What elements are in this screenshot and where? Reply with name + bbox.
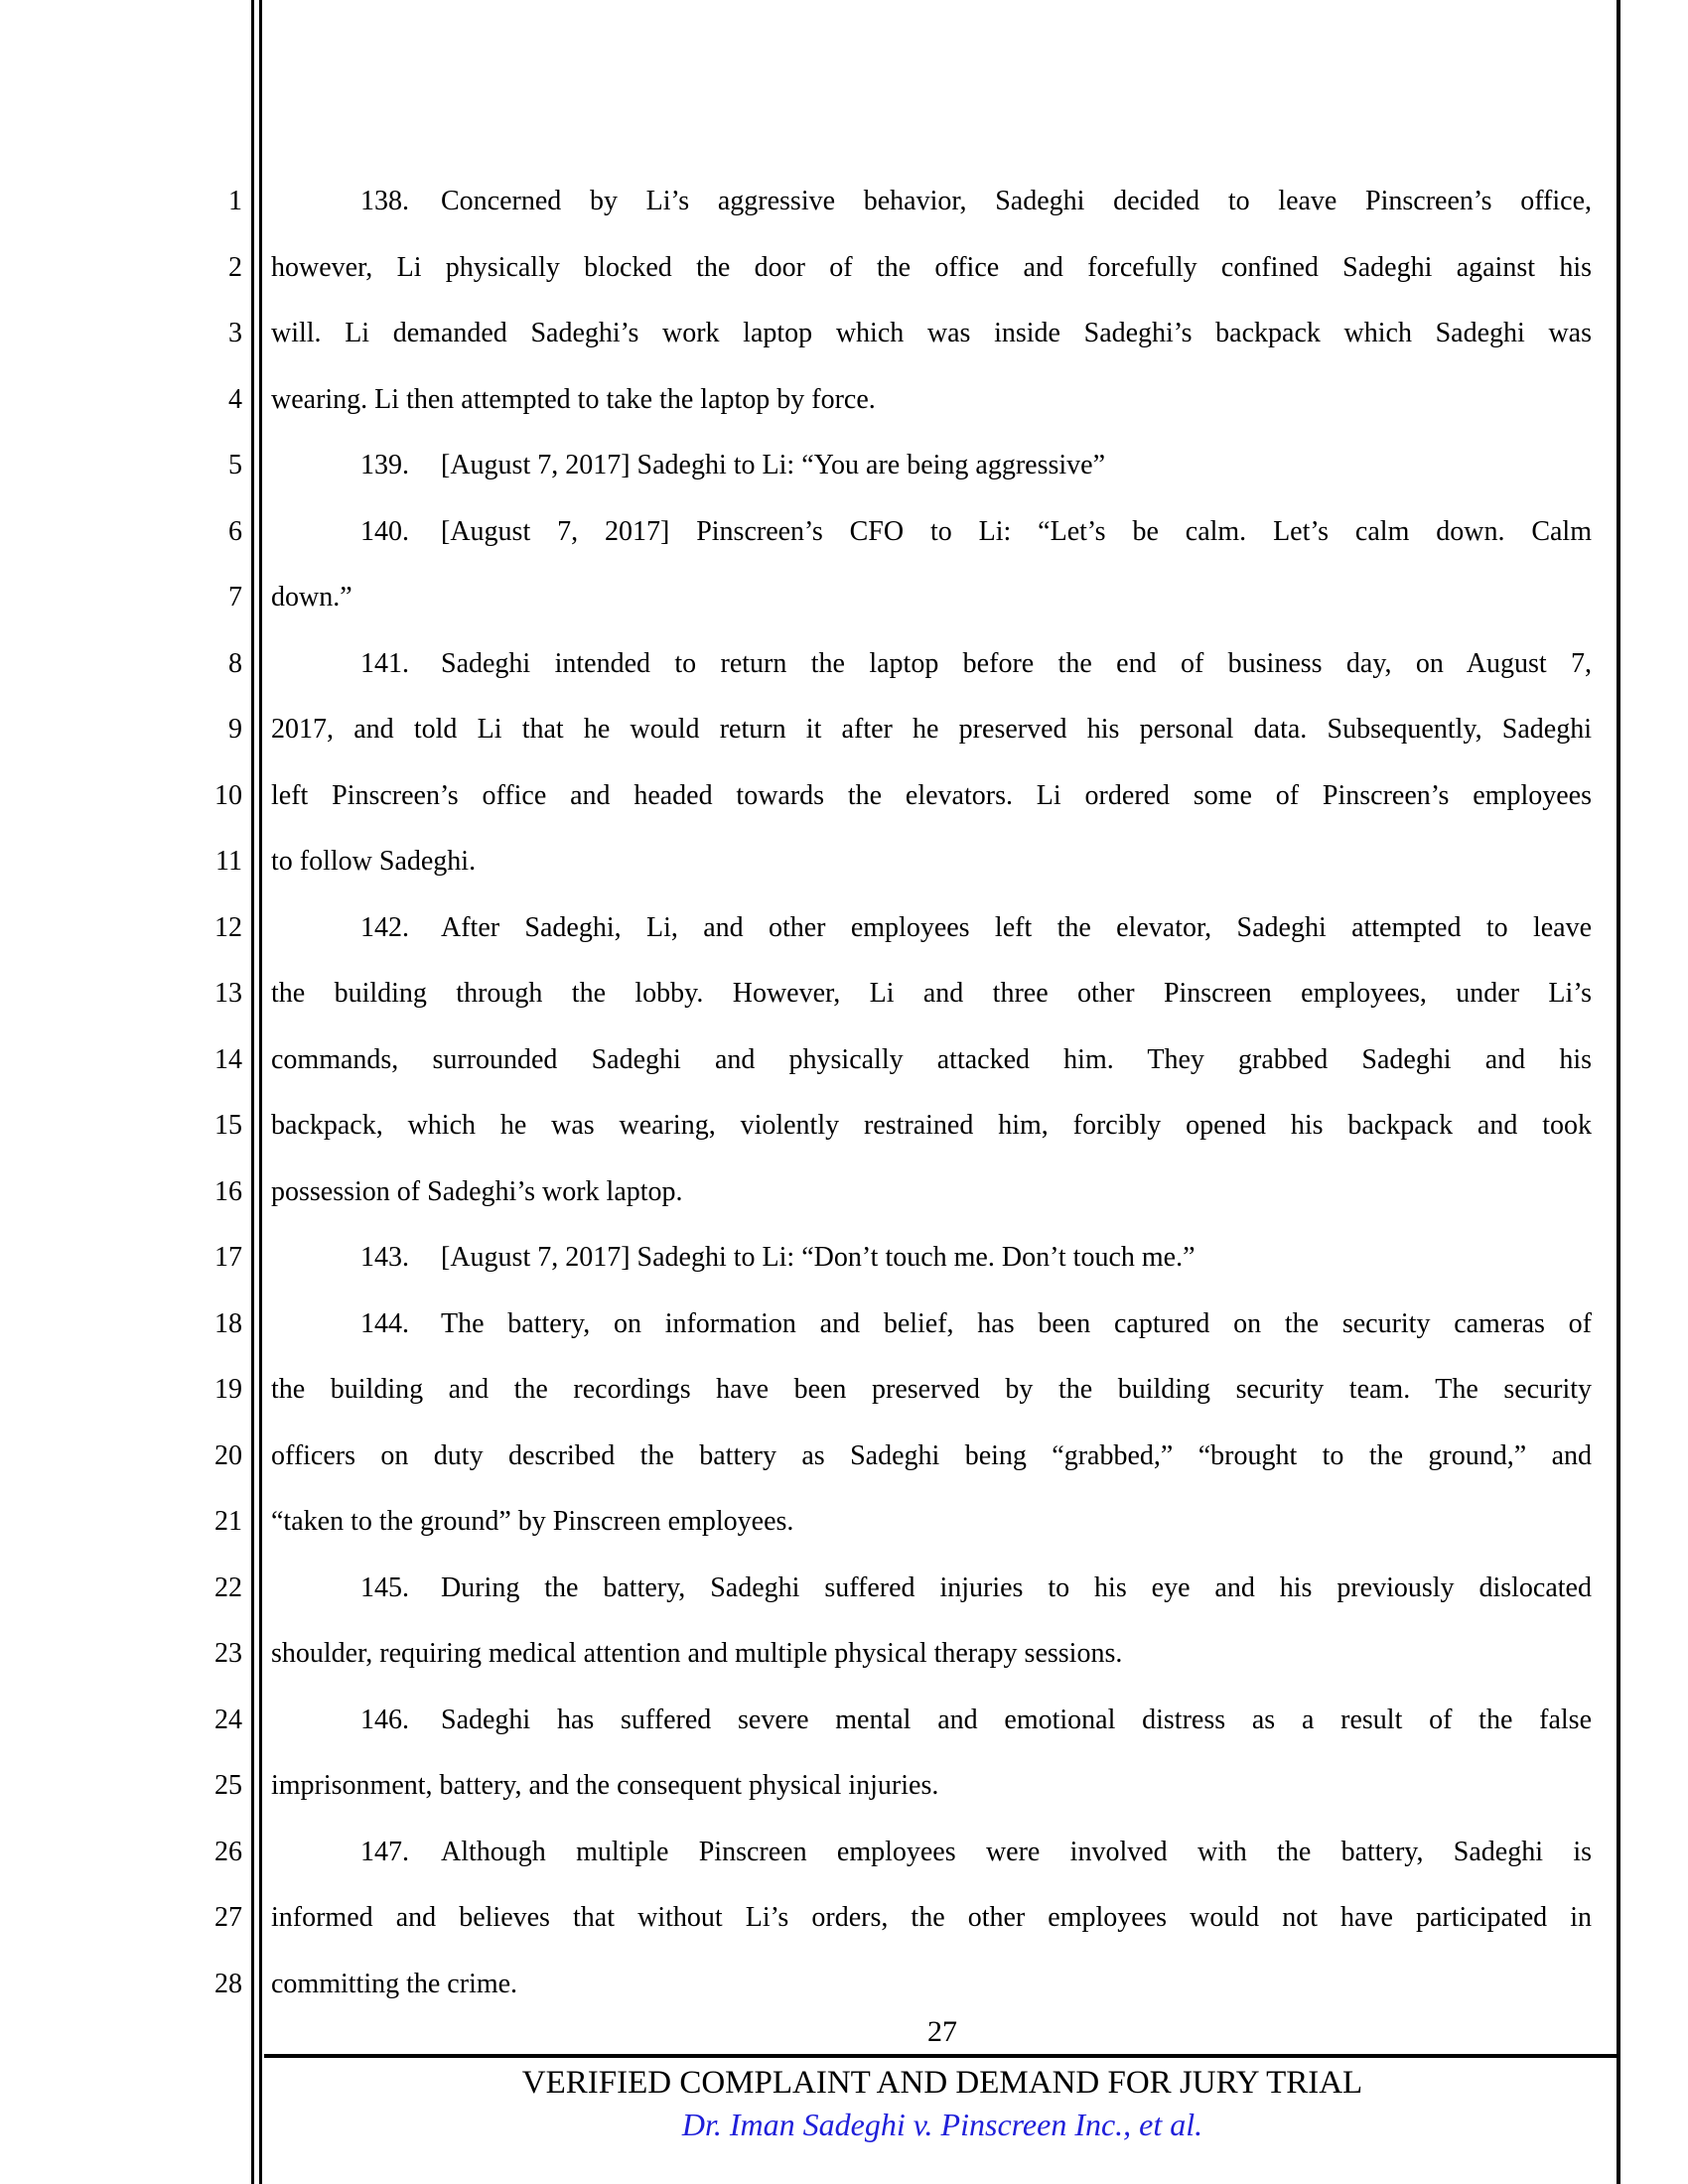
document-line: [0, 1424, 1688, 1490]
document-line: [0, 499, 1688, 566]
document-line: [0, 1952, 1688, 2018]
line-number: 25: [214, 1770, 242, 1801]
footer-case-caption: Dr. Iman Sadeghi v. Pinscreen Inc., et al.: [681, 2107, 1203, 2142]
line-text: [271, 1292, 1592, 1358]
footer-title: VERIFIED COMPLAINT AND DEMAND FOR JURY TRIAL: [521, 2065, 1363, 2101]
document-line: [0, 1489, 1688, 1556]
document-line: [0, 829, 1688, 895]
line-text-content: officers on duty described the battery as Sadeghi being “grabbed,” “brought to the ground,” and: [271, 1439, 1592, 1471]
line-text-content: however, Li physically blocked the door of the office and forcefully confined Sadeghi against his: [271, 251, 1592, 283]
document-line: [0, 895, 1688, 962]
line-text-content: left Pinscreen’s office and headed towards the elevators. Li ordered some of Pinscreen’s employees: [271, 779, 1592, 811]
line-text: [271, 1160, 1592, 1226]
document-line: [0, 1621, 1688, 1688]
line-number: 13: [214, 978, 242, 1009]
line-number: 10: [214, 779, 242, 811]
line-text-content: [August 7, 2017] Sadeghi to Li: “You are being aggressive”: [441, 450, 1106, 480]
line-text: [271, 1753, 1592, 1820]
page-number: 27: [927, 2015, 957, 2048]
line-text: [271, 1489, 1592, 1556]
line-text-content: wearing. Li then attempted to take the laptop by force.: [271, 383, 876, 415]
line-number: 23: [214, 1638, 242, 1669]
line-text: [271, 1688, 1592, 1754]
line-text-content: Although multiple Pinscreen employees were involved with the battery, Sadeghi is: [441, 1836, 1592, 1867]
line-number: 20: [214, 1439, 242, 1471]
line-number: 4: [228, 383, 242, 415]
line-text-content: The battery, on information and belief, has been captured on the security cameras of: [441, 1307, 1592, 1339]
line-text: [271, 1093, 1592, 1160]
document-line: [0, 763, 1688, 830]
document-line: [0, 697, 1688, 763]
line-text: [271, 697, 1592, 763]
footer-rule: [264, 2054, 1620, 2058]
line-text: [271, 433, 1592, 499]
line-text-content: 2017, and told Li that he would return it after he preserved his personal data. Subsequently, Sadeghi: [271, 714, 1592, 745]
document-line: [0, 1292, 1688, 1358]
line-text: [271, 961, 1592, 1027]
body-lines: [0, 169, 1688, 2017]
document-line: [0, 961, 1688, 1027]
line-number: 3: [228, 318, 242, 348]
line-text-content: [August 7, 2017] Pinscreen’s CFO to Li: “Let’s be calm. Let’s calm down. Calm: [441, 515, 1592, 547]
document-line: [0, 1820, 1688, 1886]
document-line: [0, 433, 1688, 499]
document-line: [0, 1093, 1688, 1160]
line-text-content: “taken to the ground” by Pinscreen employees.: [271, 1506, 794, 1537]
document-line: [0, 1027, 1688, 1094]
line-text-content: backpack, which he was wearing, violently restrained him, forcibly opened his backpack and took: [271, 1110, 1592, 1141]
line-text: [271, 1820, 1592, 1886]
line-number: 11: [215, 846, 242, 877]
line-number: 15: [214, 1110, 242, 1141]
document-line: [0, 1885, 1688, 1952]
line-text: [271, 1424, 1592, 1490]
document-line: [0, 565, 1688, 631]
line-text: [271, 631, 1592, 698]
line-text: [271, 499, 1592, 566]
line-number: 12: [214, 911, 242, 943]
line-number: 28: [214, 1968, 242, 1999]
line-text-content: informed and believes that without Li’s orders, the other employees would not have participated in: [271, 1902, 1592, 1933]
line-number: 19: [214, 1374, 242, 1405]
line-text-content: imprisonment, battery, and the consequent physical injuries.: [271, 1770, 939, 1801]
line-number: 2: [228, 251, 242, 283]
line-text: [271, 1621, 1592, 1688]
line-number: 9: [228, 714, 242, 745]
line-number: 14: [214, 1043, 242, 1075]
document-line: [0, 301, 1688, 367]
line-number: 26: [214, 1836, 242, 1867]
line-text: [271, 565, 1592, 631]
line-number: 17: [214, 1242, 242, 1273]
line-text: [271, 895, 1592, 962]
paragraph-number: 142.: [360, 911, 409, 943]
line-number: 27: [214, 1902, 242, 1933]
document-line: [0, 1688, 1688, 1754]
document-line: [0, 1753, 1688, 1820]
paragraph-number: 141.: [360, 647, 409, 679]
line-text-content: to follow Sadeghi.: [271, 846, 477, 877]
document-line: [0, 169, 1688, 235]
paragraph-number: 145.: [360, 1571, 409, 1603]
paragraph-number: 139.: [360, 450, 409, 480]
line-text: [271, 1027, 1592, 1094]
paragraph-number: 144.: [360, 1307, 409, 1339]
paragraph-number: 146.: [360, 1704, 409, 1735]
line-text: [271, 1357, 1592, 1424]
document-line: [0, 1225, 1688, 1292]
paragraph-number: 140.: [360, 515, 409, 547]
line-text: [271, 301, 1592, 367]
line-number: 1: [228, 186, 242, 216]
line-text-content: shoulder, requiring medical attention and multiple physical therapy sessions.: [271, 1638, 1123, 1669]
paragraph-number: 143.: [360, 1242, 409, 1273]
line-text: [271, 367, 1592, 434]
line-text-content: the building and the recordings have been preserved by the building security team. The security: [271, 1374, 1592, 1405]
line-text-content: will. Li demanded Sadeghi’s work laptop which was inside Sadeghi’s backpack which Sadeghi was: [271, 318, 1592, 348]
document-line: [0, 631, 1688, 698]
line-text: [271, 1556, 1592, 1622]
line-text: [271, 1885, 1592, 1952]
line-number: 18: [214, 1307, 242, 1339]
paragraph-number: 147.: [360, 1836, 409, 1867]
document-line: [0, 235, 1688, 302]
line-text-content: commands, surrounded Sadeghi and physically attacked him. They grabbed Sadeghi and his: [271, 1043, 1592, 1075]
line-text: [271, 829, 1592, 895]
line-text: [271, 1225, 1592, 1292]
line-text-content: possession of Sadeghi’s work laptop.: [271, 1175, 683, 1207]
line-text: [271, 763, 1592, 830]
line-text: [271, 169, 1592, 235]
line-text: [271, 235, 1592, 302]
line-text-content: committing the crime.: [271, 1968, 518, 1999]
line-text-content: down.”: [271, 582, 352, 613]
document-line: [0, 1160, 1688, 1226]
line-text-content: Sadeghi has suffered severe mental and emotional distress as a result of the false: [441, 1704, 1592, 1735]
line-text-content: After Sadeghi, Li, and other employees left the elevator, Sadeghi attempted to leave: [441, 911, 1592, 943]
document-line: [0, 1556, 1688, 1622]
document-line: [0, 367, 1688, 434]
line-text-content: [August 7, 2017] Sadeghi to Li: “Don’t touch me. Don’t touch me.”: [441, 1242, 1196, 1273]
line-number: 5: [228, 450, 242, 480]
line-number: 21: [214, 1506, 242, 1537]
line-number: 24: [214, 1704, 242, 1735]
line-text-content: Concerned by Li’s aggressive behavior, Sadeghi decided to leave Pinscreen’s office,: [441, 186, 1592, 216]
line-text-content: Sadeghi intended to return the laptop before the end of business day, on August 7,: [441, 647, 1592, 679]
document-line: [0, 1357, 1688, 1424]
line-number: 16: [214, 1175, 242, 1207]
line-number: 6: [228, 515, 242, 547]
line-number: 22: [214, 1571, 242, 1603]
paragraph-number: 138.: [360, 186, 409, 216]
line-text-content: the building through the lobby. However, Li and three other Pinscreen employees, under Li’s: [271, 978, 1592, 1009]
line-number: 7: [228, 582, 242, 613]
line-text-content: During the battery, Sadeghi suffered injuries to his eye and his previously dislocated: [441, 1571, 1592, 1603]
line-text: [271, 1952, 1592, 2018]
line-number: 8: [228, 647, 242, 679]
